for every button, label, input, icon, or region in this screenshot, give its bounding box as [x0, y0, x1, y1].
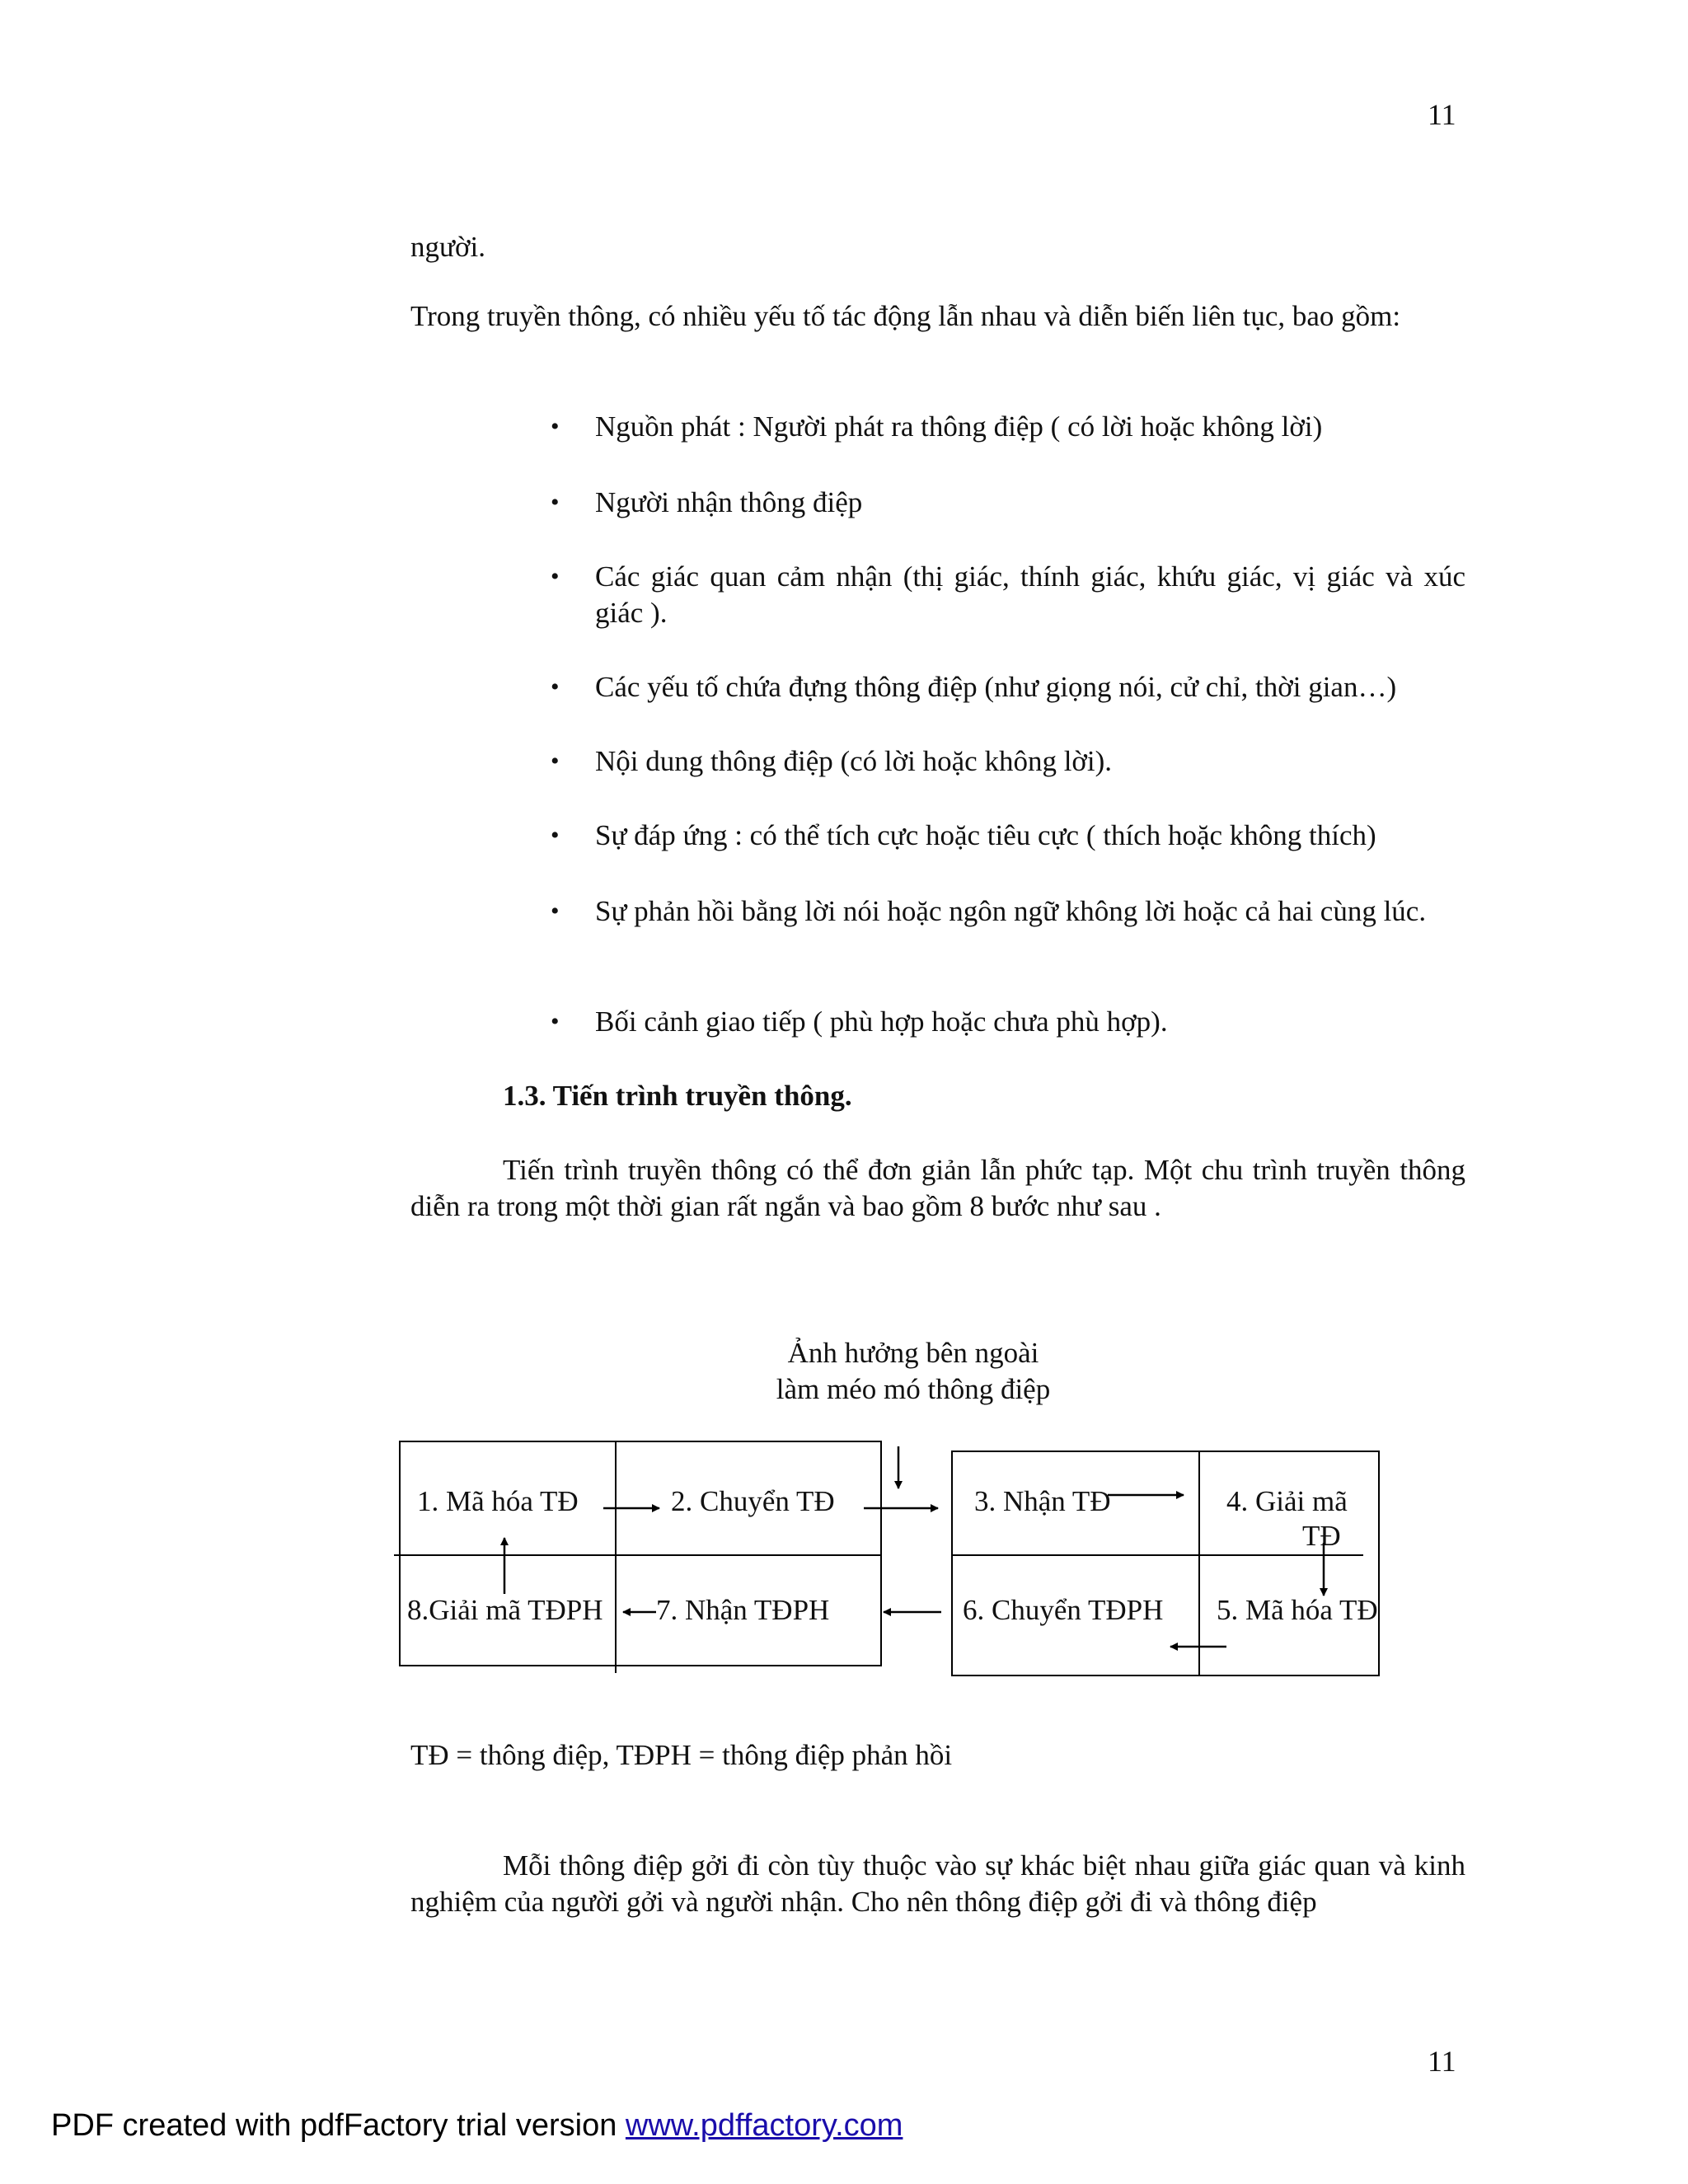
- section-heading: 1.3. Tiến trình truyền thông.: [503, 1080, 852, 1112]
- list-item: • Bối cảnh giao tiếp ( phù hợp hoặc chưa phù hợp).: [595, 1004, 1465, 1040]
- page-number-top: 11: [1428, 98, 1456, 131]
- paragraph-closing: Mỗi thông điệp gởi đi còn tùy thuộc vào sự khác biệt nhau giữa giác quan và kinh nghiệm của người gởi và người nhận. Cho nên thông điệp gởi đi và thông điệp: [410, 1849, 1465, 1918]
- bullet-icon: •: [551, 1008, 560, 1035]
- paragraph-elements: Trong truyền thông, có nhiều yếu tố tác động lẫn nhau và diễn biến liên tục, bao gồm:: [410, 300, 1401, 332]
- step-4-label: 4. Giải mã: [1226, 1485, 1348, 1517]
- step-3-label: 3. Nhận TĐ: [974, 1485, 1111, 1517]
- step-1-label: 1. Mã hóa TĐ: [417, 1485, 579, 1517]
- footer-text: PDF created with pdfFactory trial version: [51, 2108, 626, 2143]
- intro-fragment: người.: [410, 231, 485, 263]
- page-number-bottom: 11: [1428, 2045, 1456, 2078]
- list-item: • Nội dung thông điệp (có lời hoặc không lời).: [595, 743, 1465, 780]
- step-6-label: 6. Chuyển TĐPH: [963, 1594, 1164, 1626]
- step-2-label: 2. Chuyển TĐ: [671, 1485, 835, 1517]
- step-5-label: 5. Mã hóa TĐ: [1217, 1594, 1378, 1626]
- list-item: • Sự đáp ứng : có thể tích cực hoặc tiêu cực ( thích hoặc không thích): [595, 818, 1465, 854]
- bullet-icon: •: [551, 413, 560, 440]
- list-item: • Các giác quan cảm nhận (thị giác, thính giác, khứu giác, vị giác và xúc giác ).: [551, 560, 1465, 629]
- bullet-icon: •: [551, 489, 560, 516]
- list-item: • Nguồn phát : Người phát ra thông điệp ( có lời hoặc không lời): [595, 409, 1465, 445]
- footer-link[interactable]: www.pdffactory.com: [625, 2108, 903, 2143]
- bullet-icon: •: [551, 822, 560, 849]
- pdf-footer: [51, 2108, 903, 2144]
- bullet-icon: •: [551, 898, 560, 925]
- bullet-icon: •: [551, 673, 560, 701]
- bullet-icon: •: [551, 563, 560, 590]
- step-8-label: 8.Giải mã TĐPH: [407, 1594, 603, 1626]
- bullet-icon: •: [551, 748, 560, 775]
- list-item: • Sự phản hồi bằng lời nói hoặc ngôn ngữ không lời hoặc cả hai cùng lúc.: [595, 893, 1465, 930]
- step-7-label: 7. Nhận TĐPH: [656, 1594, 830, 1626]
- step-4-label-cont: TĐ: [1302, 1520, 1341, 1552]
- list-item: • Các yếu tố chứa đựng thông điệp (như giọng nói, cử chỉ, thời gian…): [595, 669, 1465, 705]
- diagram-caption-line1: Ảnh hưởng bên ngoài: [787, 1337, 1039, 1369]
- abbreviation-legend: TĐ = thông điệp, TĐPH = thông điệp phản hồi: [410, 1739, 953, 1771]
- diagram-caption-line2: làm méo mó thông điệp: [776, 1373, 1051, 1405]
- list-item: • Người nhận thông điệp: [595, 485, 1465, 521]
- paragraph-process: Tiến trình truyền thông có thể đơn giản lẫn phức tạp. Một chu trình truyền thông diễn ra trong một thời gian rất ngắn và bao gồm 8 bước như sau .: [410, 1154, 1465, 1222]
